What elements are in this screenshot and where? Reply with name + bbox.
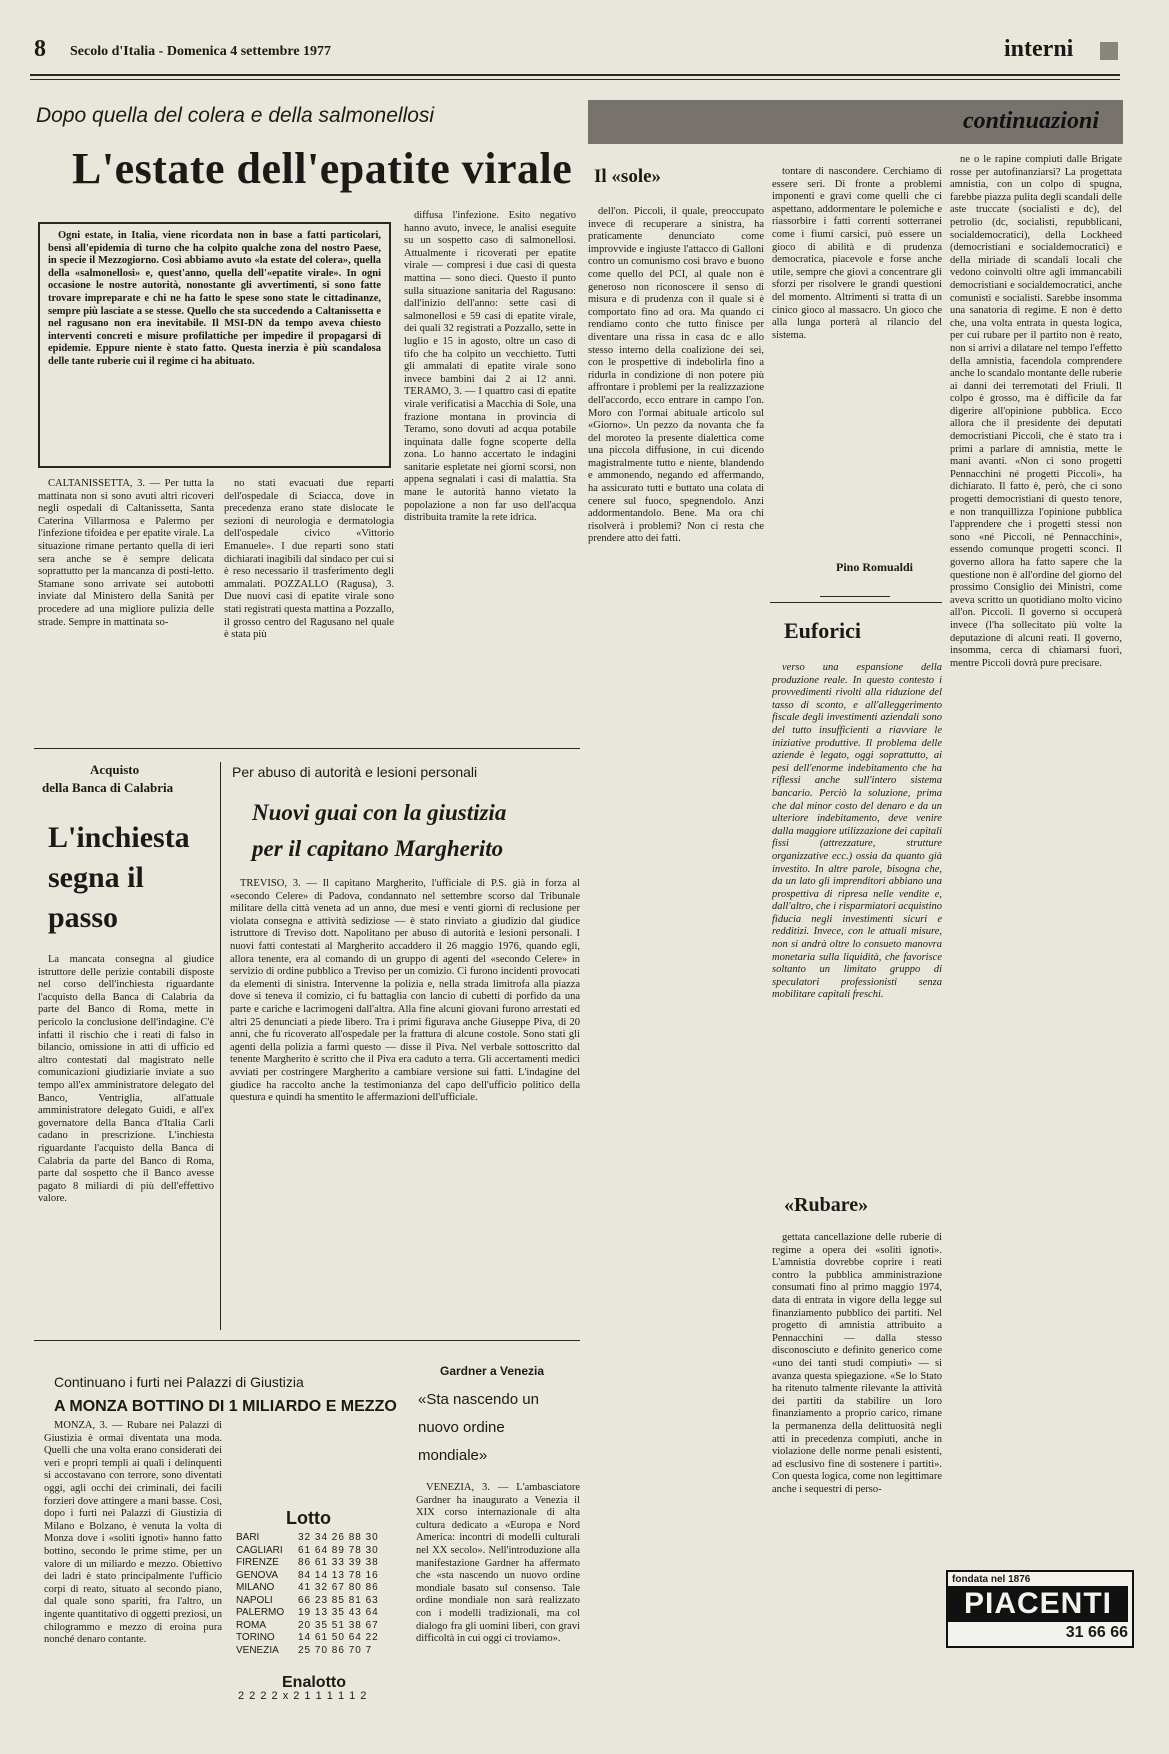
section-label: interni [1004,36,1074,62]
lotto-numbers: 84 14 13 78 16 [298,1569,379,1581]
sole-col1: dell'on. Piccoli, il quale, preoccupato invece di recuperare a sinistra, ha praticamente denunciato come improvvide e ingiuste l'attacco di Galloni contro un comunismo così bravo e buono come quello del PCI, al quale non è generoso non riconoscere il senso di misura e di prudenza con il quale si è comportato fino ad ora. Ma quando ci rendiamo conto che tutto finisce per diventare una rissa in casa dc e allo stesso interno della coalizione dei sei, con le prospettive di indebolirla fino a ridurla in condizione di non potere più affrontare i problemi per la realizzazione dell'accordo, ecco entrare in campo l'on. Moro con l'ormai abituale articolo sul «Giorno». Un pezzo da novanta che fa del moroteo la presente dialettica come una piccola diffusione, in cui dicendo magistralmente tutto e niente, blandendo e ammonendo, negando ed affermando, ha assicurato tutti e buttato una colata di cenere sul fuoco, spegnendolo. Anzi addormentandolo. Bene. Ma ora chi risolverà i problemi? Non ci resta che prendere atto dei fatti. [588,206,764,545]
main-col2: no stati evacuati due reparti dell'ospedale di Sciacca, dove in precedenza erano state dislocate le sezioni di neurologia e dermatologia dell'ospedale civico «Vittorio Emanuele». I due reparti sono stati dichiarati inagibili dal sindaco per cui si è reso necessario il trasferimento degli ammalati. POZZALLO (Ragusa), 3. Due nuovi casi di epatite virale sono stati registrati questa mattina a Pozzallo, il grosso centro del Ragusano nel quale è stata più [224,478,394,641]
rubare-text: gettata cancellazione delle ruberie di regime a opera dei «soliti ignoti». L'amnistia dovrebbe coprire i reati contro la pubblica amministrazione consumati fino al primo maggio 1974, data di entrata in vigore della legge sul finanziamento pubblico dei partiti. Nel progetto di amnistia attribuito a Pennacchini — dalla stesso disconosciuto e definito generico come «uno dei tanti studi compiuti» — si avanza questa spiegazione. «Se lo Stato ha ritenuto talmente rilevante la attività dei partiti da stabilire un loro finanziamento a proprio carico, rimane la permanenza della delittuosità negli atti in precedenza compiuti, anche in violazione delle norme penali esistenti, ad esclusivo fine di sostenere i partiti». Con questa logica, come non legittimare anche i sequestri di perso- [772,1232,942,1495]
main-intro: Ogni estate, in Italia, viene ricordata non in base a fatti particolari, bensì all'epidemia di turno che ha colpito qualche zona del nostro Paese, in specie il Mezzogiorno. Così abbiamo avuto «la estate del colera», quella della «salmonellosi» e, quest'anno, quella dell'«epatite virale». In ogni occasione le nostre autorità, nonostante gli avvertimenti, si sono fatte trovare impreparate e chi ne ha fatto le spese sono state le cittadinanze, sempre più lasciate a se stesse. Quello che sta succedendo a Caltanissetta e nel ragusano non era inevitabile. Il MSI-DN da tempo aveva chiesto interventi concreti e misure profilattiche per impedire il propagarsi di epidemie. Eppure niente è stato fatto. Questa inerzia è più scandalosa delle tante ruberie cui il regime ci ha abituato. [48,230,381,367]
lotto-row [236,1582,406,1595]
lotto-row [236,1607,406,1620]
margherito-text: TREVISO, 3. — Il capitano Margherito, l'ufficiale di P.S. già in forza al «secondo Celere» di Padova, condannato nel settembre scorso dal Tribunale militare della città veneta ad un anno, due mesi e venti giorni di reclusione per violata consegna e attività sediziose — è stato rinviato a giudizio dal giudice istruttore di Treviso dott. Napolitano per abuso di autorità e lesioni personali. I nuovi fatti contestati al Margherito accaddero il 26 maggio 1976, quando egli, allora tenente, era al comando di un gruppo di agenti del «secondo Celere» in servizio di ordine pubblico a Treviso per un comizio. Ci furono incidenti provocati da elementi di sinistra. Intervenne la polizia e, nella strada limitrofa alla piazza dove si teneva il comizio, ci fu battaglia con lancio di cubetti di porfido da una parte e cariche e lacrimogeni dall'altra. Alla fine alcuni giovani furono arrestati ed altri 25 denunciati a piede libero. Tra i primi figurava anche Giuseppe Piva, di 20 anni, che fu ricoverato all'ospedale per la frattura di alcune costole. Sono stati gli agenti della polizia a farmi questo — disse il Piva. Nel verbale sottoscritto dal tenente Margherito è scritto che il Piva era caduto a terra. Gli accertamenti medici avviati per costringere Margherito a cambiare versione sui fatti. L'indagine del giudice ha raccolto anche la testimonianza del capo dell'ufficio politico della questura e quindi ha smentito le affermazioni dell'ufficiale. [230,878,580,1104]
lotto-numbers: 19 13 35 43 64 [298,1607,379,1618]
lotto-city: NAPOLI [236,1594,273,1606]
lotto-numbers: 20 35 51 38 67 [298,1619,379,1631]
monza-col: MONZA, 3. — Rubare nei Palazzi di Giustizia è ormai diventata una moda. Quelli che una volta erano considerati dei veri e propri templi ai quali i delinquenti si accostavano con terrore, sono diventati oggi, agli occhi dei criminali, dei facili forzieri dove attingere a mani basse. Così, dopo i furti nei Palazzi di Giustizia di Milano e Bolzano, è venuta la volta di Monza dove i «soliti ignoti» hanno fatto bottino, secondo le prime stime, per un valore di un miliardo e mezzo. Obiettivo dei ladri è stato principalmente l'ufficio corpi di reato, situato al secondo piano, dal quale sono spariti, fra l'altro, un ingente quantitativo di oggetti preziosi, un chilogrammo e mezzo di eroina pura nonché denaro contante. [44,1420,222,1646]
enalotto-title: Enalotto [282,1674,346,1691]
monza-title: A MONZA BOTTINO DI 1 MILIARDO E MEZZO [54,1398,397,1415]
lotto-city: MILANO [236,1582,275,1593]
lotto-city: TORINO [236,1632,275,1643]
margherito-title-1: Nuovi guai con la giustizia [252,800,507,825]
lotto-row [236,1595,406,1608]
lotto-numbers: 66 23 85 81 63 [298,1594,379,1606]
lotto-box [232,1420,408,1691]
lotto-row [236,1645,406,1658]
lotto-city: ROMA [236,1619,266,1631]
rubare-title: «Rubare» [784,1194,869,1216]
lotto-table [236,1532,406,1657]
header-rule-2 [30,79,1120,80]
ad-brand: PIACENTI [948,1586,1128,1622]
sole-end-rule [820,596,890,597]
lotto-city: GENOVA [236,1569,279,1581]
monza-kicker: Continuano i furti nei Palazzi di Giustizia [54,1374,304,1390]
margherito-kicker: Per abuso di autorità e lesioni personali [232,764,478,780]
lotto-row [236,1532,406,1545]
page-number: 8 [34,36,46,62]
gardner-text: VENEZIA, 3. — L'ambasciatore Gardner ha inaugurato a Venezia il XIX corso internazionale di alta cultura dedicato a «Europa e Nord America: incontri di modelli culturali nel XX secolo». Nell'introduzione alla manifestazione Gardner ha affermato che «sta nascendo un nuovo ordine mondiale basato sul consenso. Tale ordine mondiale non sarà realizzato con i modelli tradizionali, ma col dialogo fra gli uomini liberi, con gravi difficoltà in cui oggi ci troviamo». [416,1482,580,1645]
banca-text: La mancata consegna al giudice istruttore delle perizie contabili disposte nel corso dell'inchiesta riguardante l'acquisto della Banca di Calabria da parte del Banco di Roma, mette in pericolo la conclusione dell'indagine. C'è infatti il rischio che i reati di falso in bilancio, omissione in atti di ufficio ed altro contestati dal magistrato nelle comunicazioni giudiziarie inviate a suo tempo all'ex amministratore delegato del Banco, Ventriglia, all'attuale amministratore delegato Guidi, e all'ex governatore della Banca d'Italia Carli cadano in prescrizione. L'inchiesta riguardante l'acquisto della Banca di Calabria da parte del Banco di Roma, parte dal sospetto che il Banco avesse pagato 8 miliardi di più dell'effettivo valore. [38,954,214,1205]
main-title: L'estate dell'epatite virale [72,144,573,193]
euforici-text: verso una espansione della produzione reale. In questo contesto i provvedimenti rivolti alla riduzione del tasso di sconto, e all'alleggerimento fiscale degli investimenti aziendali sono del tutto insufficienti a riavviare le iniziative produttive. Il problema delle aziende è legato, oggi soprattutto, ai pesi dell'enorme indebitamento che ha riflessi anche sull'intero sistema bancario. Perciò la soluzione, prima che dal minor costo del denaro e da un ulteriore indebitamento, deve venire dalla maggiore utilizzazione dei capitali fissi (attrezzature, strutture organizzative ecc.) ossia da quanto già investito. In altre parole, bisogna che, da un lato gli imprenditori abbiano una prospettiva di ripresa nelle vendite e, dall'altro, che i risparmiatori acquistino fiducia negli investimenti sicuri e redditizi. Invece, con le attuali misure, non si andrà oltre lo consueto manovra monetaria sulla liquidità, che favorisce soltanto un limitato gruppo di speculatori professionisti senza mobilitare capitali freschi. [772,662,942,1001]
lotto-numbers: 61 64 89 78 30 [298,1544,379,1556]
lotto-row [236,1632,406,1645]
enalotto-numbers: 2 2 2 2 x 2 1 1 1 1 1 2 [238,1690,368,1702]
banca-kicker-1: Acquisto [90,762,140,777]
continuazioni-banner [588,100,1123,144]
euforici-title: Euforici [784,618,861,643]
section-icon [1100,42,1118,60]
lotto-city: CAGLIARI [236,1544,283,1556]
gardner-kicker: Gardner a Venezia [440,1364,545,1378]
banca-title: L'inchiesta segna il passo [48,821,190,934]
continuazioni-label: continuazioni [962,108,1099,134]
main-col1: CALTANISSETTA, 3. — Per tutta la mattinata non si sono avuti altri ricoveri negli ospedali di Caltanissetta, Santa Caterina Villarmosa e Palermo per l'infezione tifoidea e per epatite virale. La situazione rimane pertanto quella di ieri sera anche se è sempre delicata soprattutto per la mancanza di posti-letto. Stamane sono arrivate sei autobotti inviate dal Ministero della Sanità per procedere ad una migliore pulizia delle strade. Sempre in mattinata so- [38,478,214,628]
lotto-city: VENEZIA [236,1644,279,1656]
dateline: Secolo d'Italia - Domenica 4 settembre 1977 [70,44,332,59]
lotto-numbers: 41 32 67 80 86 [298,1582,379,1593]
main-kicker: Dopo quella del colera e della salmonellosi [36,104,435,127]
lotto-title: Lotto [286,1508,331,1528]
main-col3: diffusa l'infezione. Esito negativo hanno avuto, invece, le analisi eseguite su un sospetto caso di salmonellosi. Attualmente i ricoverati per epatite virale — compresi i due casi di questa mattina — sono dieci. Questo il punto sulla situazione sanitaria del Ragusano: dall'inizio dell'anno: sette casi di salmonellosi e 59 casi di epatite virale, dei quali 32 registrati a Pozzallo, sette in luglio e 15 in agosto, oltre un caso di tifo che ha colpito un vecchietto. Tutti gli ammalati di epatite virale sono invece bambini dai 2 ai 12 anni. TERAMO, 3. — I quattro casi di epatite virale verificatisi a Macchia di Sole, una frazione montana in provincia di Teramo, sono dovuti ad acqua potabile inquinata dalle fogne scoperte della zona. Lo hanno accertato le indagini sanitarie espletate nei giorni scorsi, non appena segnalati i casi di malattia. Sta mane le autorità hanno vietato la popolazione a non far uso dell'acqua distribuita tramite la rete idrica. [404,210,576,524]
lotto-numbers: 86 61 33 39 38 [298,1557,379,1568]
lotto-row [236,1545,406,1558]
lotto-row [236,1620,406,1633]
lotto-numbers: 25 70 86 70 7 [298,1644,373,1656]
sole-col2: tontare di nascondere. Cerchiamo di essere seri. Di fronte a problemi imponenti e gravi come quelli che ci aspettano, addormentare le polemiche e riassorbire i fatti correnti sotterranei come i fiumi carsici, può essere un gioco di abilità e di prudenza democratica, piacevole e forse anche utile, sempre che giovi a concentrare gli sforzi per risolvere le grandi questioni del momento. Altrimenti si tratta di un cinico gioco al massacro. Un gioco che alla lunga porterà al rilancio del sistema. [772,166,942,341]
margherito-title-2: per il capitano Margherito [252,836,504,861]
sole-signature: Pino Romualdi [836,560,914,574]
divider-lower [34,1340,580,1341]
lotto-city: PALERMO [236,1607,285,1618]
sole-title: Il «sole» [594,166,662,187]
euforici-rule [770,602,942,603]
ad-phone: 31 66 66 [1065,1624,1128,1641]
banca-divider [220,762,221,1330]
main-intro-box [38,222,391,468]
lotto-row [236,1557,406,1570]
divider-main-bottom [34,748,580,749]
lotto-city: BARI [236,1532,260,1543]
lotto-city: FIRENZE [236,1557,279,1568]
gardner-title: «Sta nascendo un nuovo ordine mondiale» [418,1391,539,1464]
lotto-row [236,1570,406,1583]
ad-founded: fondata nel 1876 [952,1574,1031,1585]
page-header [34,36,1139,72]
banca-kicker-2: della Banca di Calabria [42,780,174,795]
header-rule [30,74,1120,76]
lotto-numbers: 32 34 26 88 30 [298,1532,379,1543]
piacenti-ad [946,1570,1134,1648]
continuazioni-col: ne o le rapine compiuti dalle Brigate rosse per autofinanziarsi? La progettata amnistia, con un colpo di spugna, farebbe piazza pulita degli scandali delle aste truccate (socialisti e dc), del petrolio (dc, socialisti, repubblicani, socialdemocratici), della Lockheed (democristiani e socialdemocratici) e della miriade di scandali locali che vedono coinvolti oltre agli immancabili democristiani e socialdemocratici, anche comunisti e socialisti. Sarebbe insomma una sanatoria di regime. E non è detto che, una volta entrata in questa logica, per cui rubare per il partito non è reato, non si arrivi a dilatare nel tempo l'effetto della amnistia, facendola comprendere anche lo scandalo montante delle ruberie ai danni dei terremotati del Friuli. Il colpo è grosso, ma è difficile da far digerire all'opinione pubblica. Ecco allora che il presidente dei deputati democristiani Piccoli, che è stato tra i primi a parlare di amnistia, mette le mani avanti. «Non ci sono progetti Pennacchini né progetti Piccoli», ha dichiarato. Il fatto è, però, che ci sono progetti democristiani di questo tenore, e non tranquillizza l'opinione pubblica l'apprendere che i progetti stessi non sono «né Piccoli, né Pennacchini», essendo comunque progetti sconci. Il governo allora ha fatto sapere che la questione non è all'ordine del giorno del prossimo Consiglio dei Ministri, come aveva scritto un quotidiano molto vicino all'on. Piccoli. Il governo si occuperà invece (l'ha sollecitato più volte la deputazione di alcuni reati. Il governo, insomma, cerca di chiamarsi fuori, mentre Piccoli dovrà pure precisare. [950,154,1122,669]
lotto-numbers: 14 61 50 64 22 [298,1632,379,1643]
